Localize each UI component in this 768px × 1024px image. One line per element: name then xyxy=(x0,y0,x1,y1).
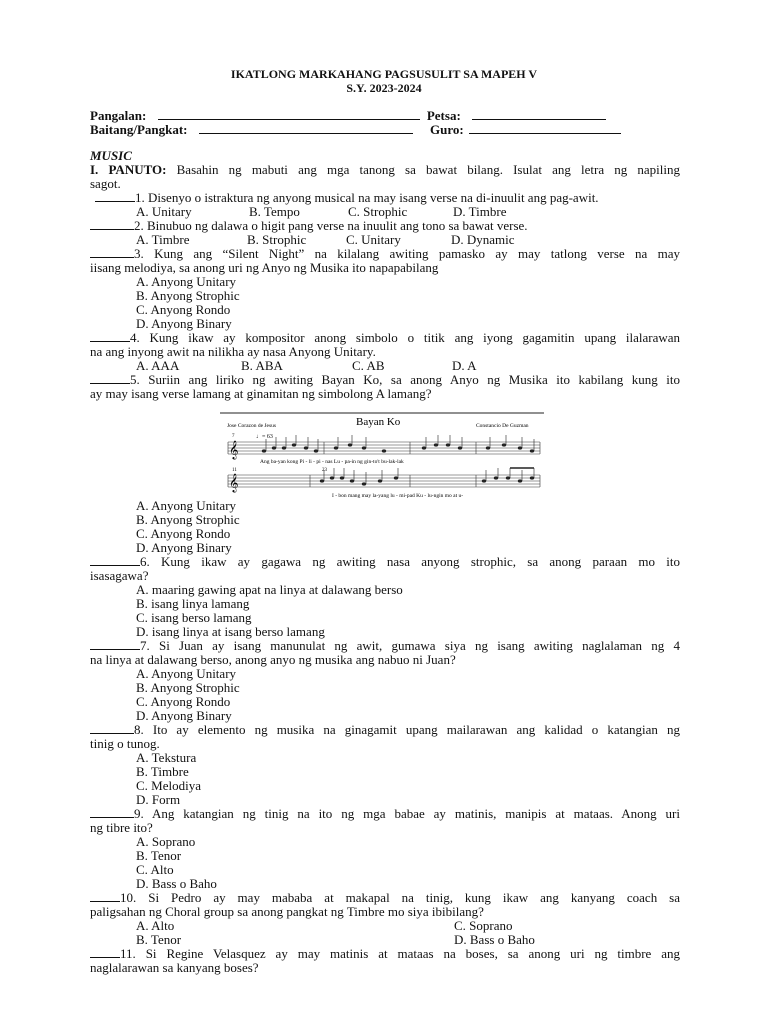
answer-blank[interactable] xyxy=(90,331,130,342)
question-8: 8. Ito ay elemento ng musika na ginagamit upang mailarawan ang kalidad o katangian ng xyxy=(90,723,680,737)
option: D. Anyong Binary xyxy=(136,540,232,555)
section-title: MUSIC xyxy=(90,148,132,163)
date-blank[interactable] xyxy=(472,108,606,120)
question-5-line-2: ay may isang verse lamang at ginamitan ng simbolong A lamang? xyxy=(90,386,432,401)
answer-blank[interactable] xyxy=(90,891,120,902)
score-title: Bayan Ko xyxy=(356,416,401,428)
question-6: 6. Kung ikaw ay gagawa ng awiting nasa anyong strophic, sa anong paraan mo ito xyxy=(90,555,680,569)
answer-blank[interactable] xyxy=(90,807,134,818)
answer-blank[interactable] xyxy=(95,191,135,202)
option: C. Strophic xyxy=(348,204,408,219)
option: A. Soprano xyxy=(136,834,196,849)
option: A. Anyong Unitary xyxy=(136,498,237,513)
answer-blank[interactable] xyxy=(90,639,140,650)
option: C. Anyong Rondo xyxy=(136,694,231,709)
option: A. Tekstura xyxy=(136,750,197,765)
instruction-line-2: sagot. xyxy=(90,176,121,191)
composer: Constancio De Guzman xyxy=(476,423,529,429)
lyricist: Jose Corazon de Jesus xyxy=(227,423,277,429)
answer-blank[interactable] xyxy=(90,555,140,566)
option: A. maaring gawing apat na linya at dalawang berso xyxy=(136,582,403,597)
grade-blank[interactable] xyxy=(199,122,413,134)
option: B. Tenor xyxy=(136,932,182,947)
option: B. isang linya lamang xyxy=(136,596,250,611)
option: D. Bass o Baho xyxy=(136,876,217,891)
tempo-mark: ♩= 63 xyxy=(256,434,273,440)
name-label: Pangalan: xyxy=(90,108,147,123)
question-1: 1. Disenyo o istraktura ng anyong musical na may isang verse na di-inuulit ang pag-awit. xyxy=(95,191,685,205)
grade-teacher-row xyxy=(90,122,621,137)
question-3: 3. Kung ang “Silent Night” na kilalang awiting pamasko ay may tatlong verse na may xyxy=(90,247,680,261)
question-2: 2. Binubuo ng dalawa o higit pang verse na inuulit ang tono sa bawat verse. xyxy=(90,219,680,233)
option: B. Strophic xyxy=(247,232,307,247)
option: D. Anyong Binary xyxy=(136,708,232,723)
question-6-line-2: isasagawa? xyxy=(90,568,149,583)
instruction-label: I. PANUTO: xyxy=(90,162,167,177)
option: A. Anyong Unitary xyxy=(136,666,237,681)
bayan-ko-score xyxy=(214,411,544,505)
option: C. Anyong Rondo xyxy=(136,302,231,317)
option: A. Unitary xyxy=(136,204,192,219)
option: D. A xyxy=(452,358,477,373)
question-4: 4. Kung ikaw ay kompositor anong simbolo o titik ang iyong gagamitin upang ilalarawan xyxy=(90,331,680,345)
question-11-line-2: naglalarawan sa kanyang boses? xyxy=(90,960,259,975)
treble-clef-icon: 𝄞 xyxy=(229,442,239,459)
teacher-blank[interactable] xyxy=(469,122,621,134)
option: C. Alto xyxy=(136,862,174,877)
option: C. Unitary xyxy=(346,232,401,247)
question-8-line-2: tinig o tunog. xyxy=(90,736,160,751)
option: C. Anyong Rondo xyxy=(136,526,231,541)
option: B. ABA xyxy=(241,358,283,373)
answer-blank[interactable] xyxy=(90,247,134,258)
option: C. Melodiya xyxy=(136,778,201,793)
answer-blank[interactable] xyxy=(90,947,120,958)
option: B. Anyong Strophic xyxy=(136,288,240,303)
option: A. Alto xyxy=(136,918,175,933)
question-11: 11. Si Regine Velasquez ay may matinis at mataas na boses, sa anong uri ng timbre ang xyxy=(90,947,680,961)
option: B. Tempo xyxy=(249,204,300,219)
exam-title: IKATLONG MARKAHANG PAGSUSULIT SA MAPEH V xyxy=(230,67,538,81)
option: B. Timbre xyxy=(136,764,189,779)
question-7-line-2: na linya at dalawang berso, anong anyo ng musika ang nabuo ni Juan? xyxy=(90,652,456,667)
instruction-line xyxy=(90,163,680,177)
option: D. Bass o Baho xyxy=(454,932,535,947)
question-7: 7. Si Juan ay isang manunulat ng awit, gumawa siya ng isang awiting naglalaman ng 4 xyxy=(90,639,680,653)
instruction-text: Basahin ng mabuti ang mga tanong sa bawat bilang. Isulat ang letra ng napiling xyxy=(176,162,681,177)
question-5: 5. Suriin ang liriko ng awiting Bayan Ko, sa anong Anyo ng Musika ito kabilang kung ito xyxy=(90,373,680,387)
date-label: Petsa: xyxy=(426,108,461,123)
treble-clef-icon: 𝄞 xyxy=(229,475,239,492)
option: C. isang berso lamang xyxy=(136,610,252,625)
lyrics-line-1: Ang ba-yan kong Pi - li - pi - nas Lu - pa-in ng gin-to't bu-lak-lak xyxy=(260,459,404,465)
measure-number: 11 xyxy=(232,468,237,473)
name-date-row xyxy=(90,108,606,123)
answer-blank[interactable] xyxy=(90,723,134,734)
lyrics-line-2: I - bon mang may la-yang lu - mi-pad Ku - lu-ngin mo at u- xyxy=(332,493,464,499)
option: A. Anyong Unitary xyxy=(136,274,237,289)
option: C. Soprano xyxy=(454,918,513,933)
option: A. AAA xyxy=(136,358,180,373)
option: B. Anyong Strophic xyxy=(136,680,240,695)
option: B. Anyong Strophic xyxy=(136,512,240,527)
measure-number: 7 xyxy=(232,434,235,439)
question-9-line-2: ng tibre ito? xyxy=(90,820,153,835)
measure-number: 23 xyxy=(322,468,327,473)
option: C. AB xyxy=(352,358,385,373)
answer-blank[interactable] xyxy=(90,219,134,230)
option: B. Tenor xyxy=(136,848,182,863)
question-4-line-2: na ang inyong awit na nilikha ay nasa Anyong Unitary. xyxy=(90,344,376,359)
option: D. Dynamic xyxy=(451,232,515,247)
name-blank[interactable] xyxy=(158,108,420,120)
grade-label: Baitang/Pangkat: xyxy=(90,122,188,137)
option: D. Form xyxy=(136,792,181,807)
teacher-label: Guro: xyxy=(430,122,464,137)
option: D. Anyong Binary xyxy=(136,316,232,331)
answer-blank[interactable] xyxy=(90,373,130,384)
option: A. Timbre xyxy=(136,232,190,247)
option: D. isang linya at isang berso lamang xyxy=(136,624,325,639)
option: D. Timbre xyxy=(453,204,507,219)
question-3-line-2: iisang melodiya, sa anong uri ng Anyo ng Musika ito napapabilang xyxy=(90,260,439,275)
school-year: S.Y. 2023-2024 xyxy=(346,81,422,95)
question-9: 9. Ang katangian ng tinig na ito ng mga babae ay matinis, manipis at mataas. Anong uri xyxy=(90,807,680,821)
question-10-line-2: paligsahan ng Choral group sa anong pangkat ng Timbre mo siya ibibilang? xyxy=(90,904,484,919)
question-10: 10. Si Pedro ay may mababa at makapal na tinig, kung ikaw ang kanyang coach sa xyxy=(90,891,680,905)
